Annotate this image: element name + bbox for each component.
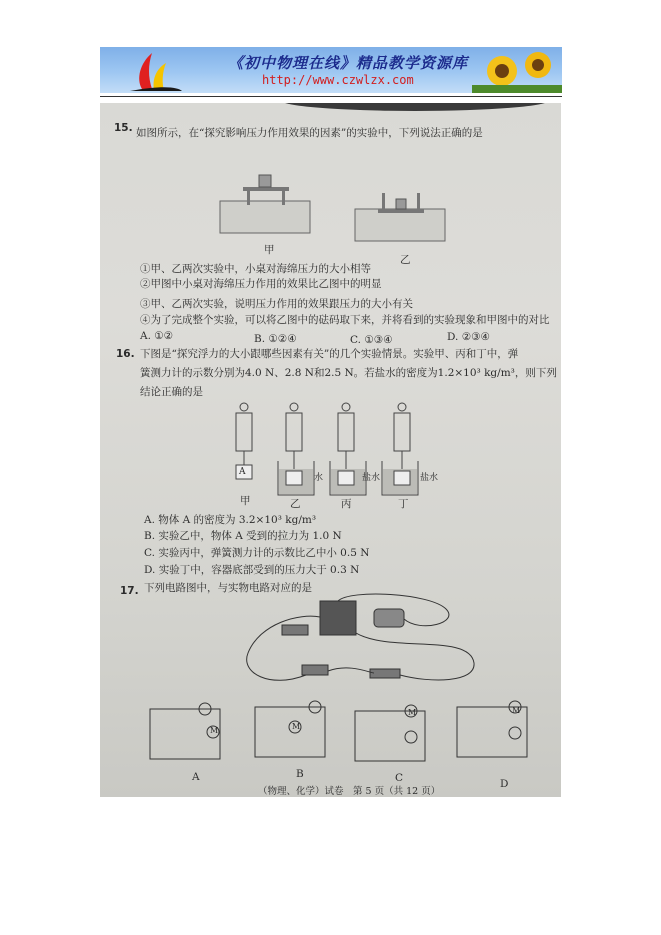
q17-number: 17. (120, 585, 139, 597)
q15-statement-2: ②甲图中小桌对海绵压力作用的效果比乙图中的明显 (140, 278, 382, 290)
motor-label-b: M (292, 722, 301, 731)
q16-stem-1: 下图是“探究浮力的大小跟哪些因素有关”的几个实验情景。实验甲、丙和丁中，弹 (140, 348, 519, 360)
q15-option-d: D. ②③④ (447, 331, 490, 343)
q16-water-label: 水 (314, 473, 324, 483)
q15-label-yi: 乙 (400, 254, 411, 266)
photo-shadow (280, 103, 550, 111)
q16-option-a: A. 物体 A 的密度为 3.2×10³ kg/m³ (144, 514, 317, 526)
page-footer: （物理、化学）试卷 第 5 页（共 12 页） (258, 786, 441, 797)
q15-statement-1: ①甲、乙两次实验中，小桌对海绵压力的大小相等 (140, 263, 371, 275)
exam-photo (100, 103, 561, 797)
q17-option-c: C (395, 772, 404, 784)
q15-option-a: A. ①② (140, 330, 174, 342)
q16-stem-3: 结论正确的是 (140, 386, 203, 398)
q15-label-jia: 甲 (264, 244, 275, 256)
q17-stem: 下列电路图中，与实物电路对应的是 (144, 582, 312, 594)
q16-stem-2: 簧测力计的示数分别为4.0 N、2.8 N和2.5 N。若盐水的密度为1.2×10³ kg/m³，则下列 (140, 367, 557, 379)
q16-option-b: B. 实验乙中，物体 A 受到的拉力为 1.0 N (144, 530, 342, 542)
q16-brine-label-2: 盐水 (420, 473, 439, 483)
banner-title: 《初中物理在线》精品教学资源库 (228, 54, 469, 72)
logo-icon (122, 49, 182, 93)
header-rule (100, 96, 562, 97)
q15-number: 15. (114, 122, 133, 134)
q15-figure-b (350, 185, 460, 245)
q15-statement-4: ④为了完成整个实验，可以将乙图中的砝码取下来，并将看到的实验现象和甲图中的对比 (140, 314, 550, 326)
q16-label-bing: 丙 (341, 498, 352, 510)
q16-label-jia: 甲 (240, 495, 251, 507)
banner-url: http://www.czwlzx.com (262, 73, 414, 87)
q16-figure (232, 401, 452, 501)
q15-statement-3: ③甲、乙两次实验，说明压力作用的效果跟压力的大小有关 (140, 298, 413, 310)
q17-option-d: D (500, 778, 509, 790)
q16-brine-label-1: 盐水 (362, 473, 381, 483)
q15-option-c: C. ①③④ (350, 334, 393, 346)
circuit-diagrams (145, 699, 561, 779)
q16-number: 16. (116, 348, 135, 360)
q16-label-yi: 乙 (290, 498, 301, 510)
header-banner (100, 47, 562, 93)
q15-figure-a (215, 173, 325, 233)
q16-option-d: D. 实验丁中，容器底部受到的压力大于 0.3 N (144, 564, 360, 576)
q17-option-a: A (192, 771, 200, 783)
motor-label-c: M (408, 708, 417, 717)
q17-physical-circuit (240, 593, 540, 698)
q17-option-b: B (296, 768, 304, 780)
q16-block-label: A (239, 467, 246, 477)
motor-label-a: M (210, 726, 219, 735)
sunflower-icon (472, 47, 562, 93)
q16-label-ding: 丁 (398, 498, 409, 510)
q15-option-b: B. ①②④ (254, 333, 297, 345)
motor-label-d: M (512, 706, 521, 715)
q16-option-c: C. 实验丙中，弹簧测力计的示数比乙中小 0.5 N (144, 547, 370, 559)
q15-stem: 如图所示，在“探究影响压力作用效果的因素”的实验中，下列说法正确的是 (136, 127, 483, 139)
